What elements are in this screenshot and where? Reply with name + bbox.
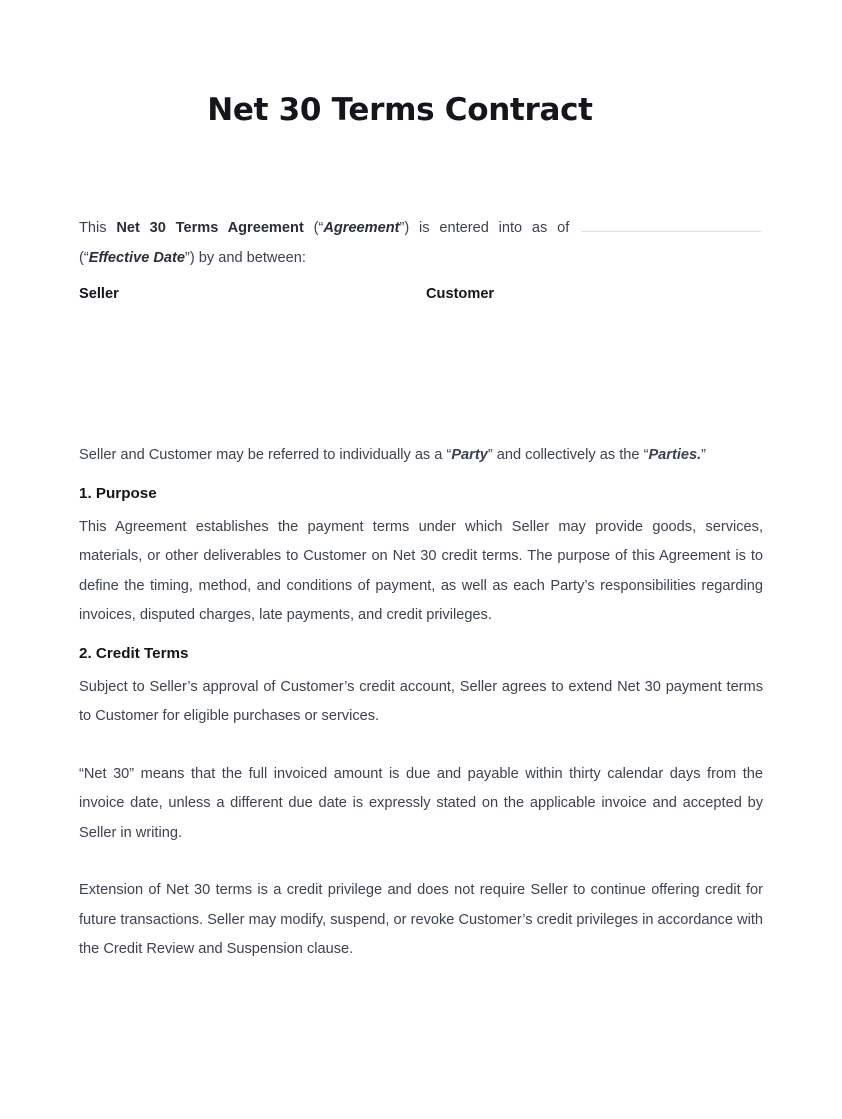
seller-label: Seller — [79, 286, 119, 302]
purpose-paragraph: This Agreement establishes the payment terms under which Seller may provide goods, services, materials, or other deliverables to Customer on Net 30 credit terms. The purpose of this Agreement is to define the timing, method, and conditions of payment, as well as each Party’s responsibilities regarding invoices, disputed charges, late payments, and credit privileges. — [79, 518, 763, 623]
party-ref-text-2: ” and collectively as the “ — [487, 447, 649, 463]
paragraph-gap — [79, 732, 763, 760]
credit-terms-paragraph-3: Extension of Net 30 terms is a credit privilege and does not require Seller to continue offering credit for future transactions. Seller may modify, suspend, or revoke Customer’s credit privileges in accordance with the Credit Review and Suspension clause. — [79, 882, 763, 957]
customer-label: Customer — [426, 286, 495, 302]
parties-defined-term: Parties. — [648, 447, 702, 463]
document-body — [79, 214, 763, 965]
credit-terms-paragraph-2: “Net 30” means that the full invoiced amount is due and payable within thirty calendar days from the invoice date, unless a different due date is expressly stated on the applicable invoice and accepted by Seller in writing. — [79, 765, 763, 841]
intro-text-4: (“ — [79, 249, 89, 266]
intro-text-2: (“ — [303, 220, 324, 236]
credit-terms-paragraph-1: Subject to Seller’s approval of Customer’s credit account, Seller agrees to extend Net 30 payment terms to Customer for eligible purchases or services. — [79, 678, 763, 724]
paragraph-gap — [79, 848, 763, 876]
party-ref-text-1: Seller and Customer may be referred to individually as a “ — [79, 447, 452, 463]
party-ref-text-3: ” — [701, 447, 707, 463]
section-heading-credit-terms: 2. Credit Terms — [79, 644, 189, 662]
parties-details-area — [79, 310, 763, 441]
document-title: Net 30 Terms Contract — [207, 92, 593, 128]
effective-date-blank[interactable] — [581, 219, 761, 232]
agreement-defined-term: Agreement — [323, 220, 400, 236]
intro-text-5: ”) by and between: — [185, 249, 306, 266]
intro-paragraph — [79, 214, 763, 273]
agreement-name: Net 30 Terms Agreement — [116, 220, 304, 236]
section-heading-purpose: 1. Purpose — [79, 484, 157, 502]
intro-text-1: This — [79, 220, 117, 236]
party-reference-paragraph — [79, 441, 763, 471]
parties-block — [79, 280, 763, 310]
party-defined-term: Party — [451, 447, 488, 463]
intro-text-3: ”) is entered into as of — [399, 220, 580, 236]
effective-date-defined-term: Effective Date — [88, 249, 185, 266]
